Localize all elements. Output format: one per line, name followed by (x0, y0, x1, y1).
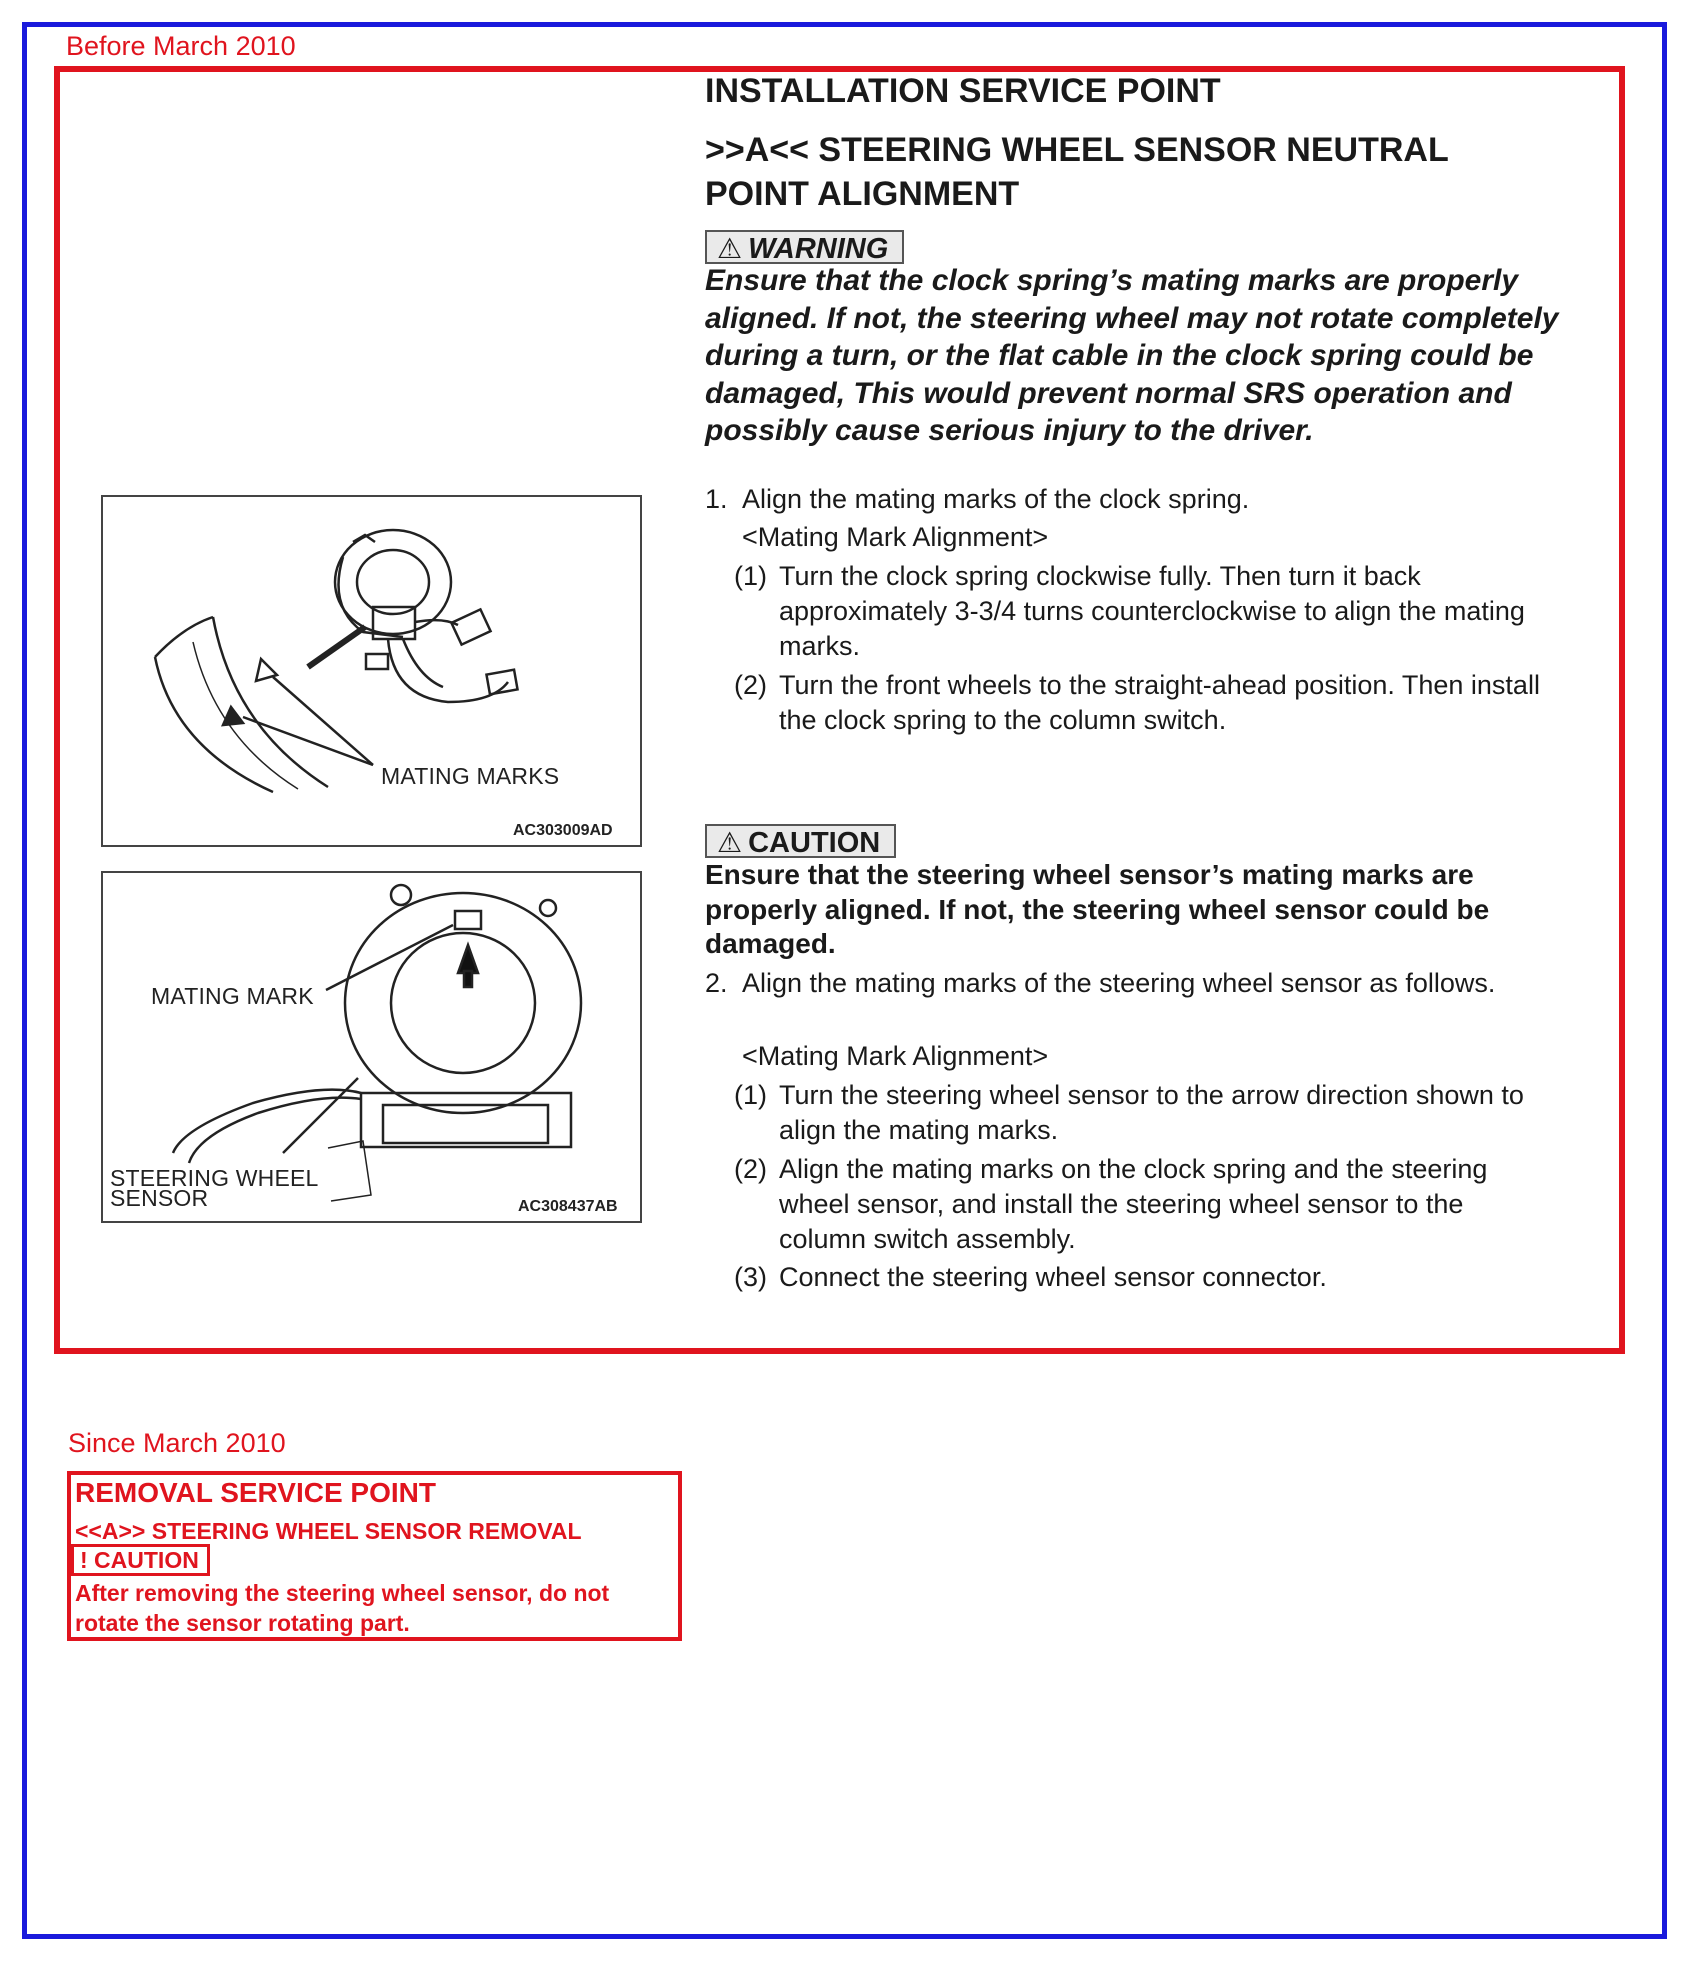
before-march-2010-label: Before March 2010 (66, 31, 296, 61)
steering-sensor-figure (101, 871, 642, 1223)
warning-triangle-icon: ⚠ (717, 233, 743, 264)
step-number: 2. (705, 968, 728, 998)
installation-title: INSTALLATION SERVICE POINT (705, 72, 1221, 110)
steering-wheel-label: STEERING WHEEL (110, 1165, 319, 1191)
mating-marks-label: MATING MARKS (381, 763, 560, 789)
clock-spring-drawing (103, 497, 640, 845)
step-text: Align the mating marks of the clock spring. (742, 484, 1250, 514)
step-1-subheading: <Mating Mark Alignment> (742, 522, 1049, 552)
warning-badge-text: WARNING (748, 233, 889, 265)
step-1 (705, 482, 1565, 517)
step-text: Align the mating marks of the steering wheel sensor as follows. (742, 968, 1496, 998)
step-1-item-2: (2) Turn the front wheels to the straight-ahead position. Then install the clock spring to the column switch. (734, 670, 1540, 735)
caution-badge-text: CAUTION (748, 827, 881, 859)
sensor-label: SENSOR (110, 1185, 209, 1211)
removal-title: REMOVAL SERVICE POINT (75, 1477, 436, 1508)
removal-caution-text: After removing the steering wheel sensor, do not rotate the sensor rotating part. (75, 1580, 610, 1636)
warning-badge (705, 230, 904, 264)
figure-code: AC308437AB (518, 1198, 618, 1215)
removal-caution-badge: ! CAUTION (71, 1544, 210, 1576)
warning-triangle-icon: ⚠ (717, 827, 743, 858)
since-march-2010-label: Since March 2010 (68, 1428, 286, 1458)
caution-badge (705, 824, 896, 858)
step-2-subheading: <Mating Mark Alignment> (742, 1041, 1049, 1071)
step-2-item-2: (2) Align the mating marks on the clock spring and the steering wheel sensor, and install the steering wheel sensor to the column switch assembly. (734, 1154, 1488, 1254)
installation-subtitle: >>A<< STEERING WHEEL SENSOR NEUTRAL POINT ALIGNMENT (705, 131, 1449, 213)
figure-code: AC303009AD (513, 822, 613, 839)
step-1-item-1: (1) Turn the clock spring clockwise fully. Then turn it back approximately 3-3/4 turns counterclockwise to align the mating marks. (734, 561, 1525, 661)
step-2 (705, 966, 1565, 1036)
step-2-item-3: (3) Connect the steering wheel sensor connector. (734, 1262, 1327, 1292)
caution-text: Ensure that the steering wheel sensor’s mating marks are properly aligned. If not, the steering wheel sensor could be damaged. (705, 859, 1490, 959)
clock-spring-figure (101, 495, 642, 847)
step-2-item-1: (1) Turn the steering wheel sensor to the arrow direction shown to align the mating marks. (734, 1080, 1524, 1145)
warning-text: Ensure that the clock spring’s mating marks are properly aligned. If not, the steering wheel may not rotate completely during a turn, or the flat cable in the clock spring could be damaged, This would prevent normal SRS operation and possibly cause serious injury to the driver. (705, 264, 1559, 447)
step-number: 1. (705, 484, 728, 514)
removal-subtitle: <<A>> STEERING WHEEL SENSOR REMOVAL (75, 1518, 582, 1544)
mating-mark-label: MATING MARK (151, 983, 314, 1009)
